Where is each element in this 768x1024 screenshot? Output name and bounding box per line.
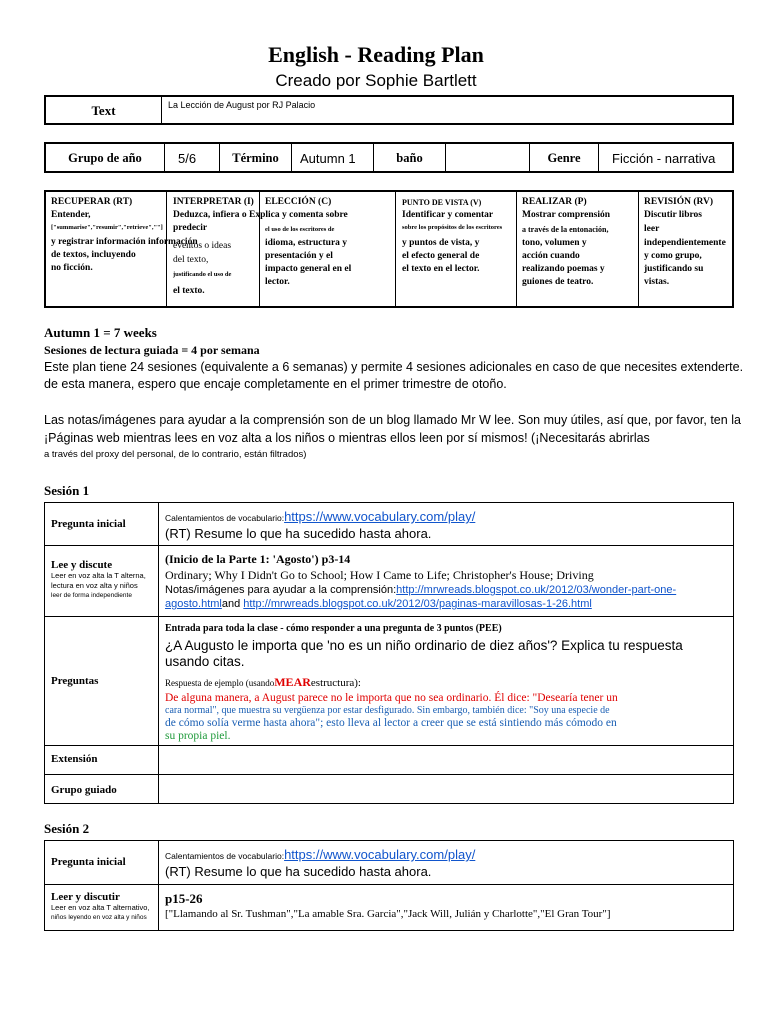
session1-recap: (RT) Resume lo que ha sucedido hasta ahora. [165,526,432,541]
session2-read-row [45,885,734,931]
skill-line: Discutir libros [644,210,702,220]
skill-line: realizando poemas y [522,264,605,274]
session1-read-sub2: lectura en voz alta y niños [51,581,138,590]
session1-q-intro: Entrada para toda la clase - cómo responder a una pregunta de 3 puntos (PEE) [165,623,502,634]
intro-paragraph-1b: de esta manera, espero que encaje completamente en el primer trimestre de otoño. [44,377,507,391]
page-subtitle: Creado por Sophie Bartlett [275,71,477,90]
intro-paragraph-2b: ¡Páginas web mientras lees en voz alta a los niños o mientras ellos leen por sí mismos! (¡Necesitarás abrirlas [44,431,650,445]
session1-read-sub1: Leer en voz alta la T alterna, [51,571,146,580]
session1-example-pre: Respuesta de ejemplo (usando [165,678,275,688]
skill-line: leer [644,224,660,234]
skill-line: Deduzca, infiera o Explica y comenta sobre [173,210,348,220]
skill-line: Mostrar comprensión [522,210,611,220]
text-label: Text [91,103,116,118]
session1-notes-and: and [221,598,241,610]
skill-line: impacto general en el [265,264,352,274]
session1-warmup [165,508,733,526]
session1-starter-row [45,503,734,546]
skill-viewpoint [395,192,516,306]
skill-choice-heading: ELECCIÓN (C) [265,197,332,207]
session1-read-row [45,546,734,617]
session1-guided-label: Grupo guiado [51,784,117,796]
sessions-heading: Sesiones de lectura guiada = 4 por semana [44,343,260,357]
skill-retrieve-heading: RECUPERAR (RT) [51,197,133,207]
session1-guided-cell[interactable] [159,775,734,804]
session1-read-title: (Inicio de la Parte 1: 'Agosto') p3-14 [165,552,351,566]
skill-line: acción cuando [522,251,580,261]
skill-review-heading: REVISIÓN (RV) [644,197,714,207]
session1-table [44,502,734,804]
skill-line: no ficción. [51,263,93,273]
skill-line: presentación y el [265,251,333,261]
skill-line: vistas. [644,277,670,287]
session1-extension-cell[interactable] [159,746,734,775]
session1-example-mear: MEAR [274,675,311,689]
session1-read-chapters: Ordinary; Why I Didn't Go to School; How I Came to Life; Christopher's House; Driving [165,568,594,582]
intro-paragraph-2c: a través del proxy del personal, de lo contrario, están filtrados) [44,449,307,460]
session1-answer-blue2: de cómo solía verme hasta ahora"; esto lleva al lector a creer que se está sintiendo más cómodo en [165,717,617,729]
skill-line: el uso de los escritores de [265,226,335,233]
session1-read-sub3: leer de forma independiente [51,592,132,599]
skill-line: del texto, [173,255,209,265]
info-row [44,142,734,173]
session1-notes-link2[interactable]: http://mrwreads.blogspot.co.uk/2012/03/paginas-maravillosas-1-26.html [243,598,592,610]
session1-warmup-label: Calentamientos de vocabulario: [165,513,285,523]
weeks-heading: Autumn 1 = 7 weeks [44,325,157,340]
term-value: Autumn 1 [300,151,356,166]
session1-heading: Sesión 1 [44,483,90,498]
skill-line: sobre los propósitos de los escritores [402,224,503,231]
session2-table [44,840,734,931]
session1-notes-link1[interactable]: http://mrwreads.blogspot.co.uk/2012/03/wonder-part-one-agosto.html [165,584,677,610]
session1-starter-label: Pregunta inicial [51,518,126,530]
skill-line: justificando su [644,264,704,274]
session1-answer-blue1: cara normal", que muestra su vergüenza por estar desfigurado. Sin embargo, también dice: "Soy una especie de [165,705,610,716]
skill-choice [259,192,395,306]
skill-line: Identificar y comentar [402,210,494,220]
skill-line: el texto en el lector. [402,264,480,274]
skill-viewpoint-heading: PUNTO DE VISTA (V) [402,198,482,207]
bano-label: baño [396,151,423,165]
skill-line: de textos, incluyendo [51,250,136,260]
page-title: English - Reading Plan [268,42,484,67]
session2-warmup-label: Calentamientos de vocabulario: [165,851,285,861]
term-label: Término [232,151,279,165]
skill-line: el texto. [173,286,205,296]
skill-perform-heading: REALIZAR (P) [522,197,587,207]
skill-line: y como grupo, [644,251,702,261]
skill-line: y puntos de vista, y [402,238,480,248]
session1-notes-label: Notas/imágenes para ayudar a la comprensión: [165,584,397,596]
session2-heading: Sesión 2 [44,821,90,836]
session2-warmup [165,846,733,864]
skill-line: independientemente [644,238,726,248]
skill-line: a través de la entonación, [522,225,609,234]
session1-notes [165,583,733,611]
skill-line: predecir [173,223,208,233]
session2-read-sub2: niños leyendo en voz alta y niños [51,914,147,921]
session1-extension-row [45,746,734,775]
session1-questions-label: Preguntas [51,675,99,687]
text-row [44,95,734,125]
session1-warmup-link[interactable]: https://www.vocabulary.com/play/ [284,509,476,524]
session1-example [165,675,733,690]
genre-label: Genre [547,151,581,165]
session2-starter-label: Pregunta inicial [51,856,126,868]
skill-perform [516,192,638,306]
year-value: 5/6 [178,151,197,166]
session2-starter-row [45,841,734,885]
skill-line: idioma, estructura y [265,238,348,248]
skill-line: tono, volumen y [522,238,587,248]
intro-paragraph-2a: Las notas/imágenes para ayudar a la comprensión son de un blog llamado Mr W lee. Son muy útiles, así que, por favor, ten la [44,413,741,427]
session1-answer-red: De alguna manera, a August parece no le importa que no sea ordinario. Él dice: "Desearía tener un [165,692,618,704]
session1-questions-row [45,617,734,746]
skill-review [638,192,732,306]
skill-line: ["summarise","resumir","retrieve",""] [51,224,163,231]
text-value: La Lección de August por RJ Palacio [168,100,316,110]
session2-read-label: Leer y discutir [51,891,120,903]
skill-interpret-heading: INTERPRETAR (I) [173,197,254,207]
skill-line: lector. [265,277,290,287]
session1-example-post: estructura): [310,677,361,689]
session1-guided-row [45,775,734,804]
session2-warmup-link[interactable]: https://www.vocabulary.com/play/ [284,847,476,862]
session1-answer-green: su propia piel. [165,730,231,742]
session2-read-sub1: Leer en voz alta T alternativo, [51,903,150,912]
session1-q-text: ¿A Augusto le importa que 'no es un niño ordinario de diez años'? Explica tu respuesta usando citas. [165,638,683,669]
session2-pages: p15-26 [165,891,203,906]
year-label: Grupo de año [68,151,142,165]
skill-line: Entender, [51,210,91,220]
skill-line: el efecto general de [402,251,480,261]
skills-table [44,190,734,308]
session2-chapters: ["Llamando al Sr. Tushman","La amable Sra. Garcia","Jack Will, Julián y Charlotte","El Gran Tour"] [165,908,611,920]
session1-read-label: Lee y discute [51,559,113,571]
session1-extension-label: Extensión [51,753,98,765]
skill-line: y registrar información información [51,237,198,247]
session2-recap: (RT) Resume lo que ha sucedido hasta ahora. [165,864,432,879]
intro-paragraph-1a: Este plan tiene 24 sesiones (equivalente a 6 semanas) y permite 4 sesiones adicionales en caso de que necesites extenderte. [44,360,744,374]
skill-line: justificando el uso de [173,271,232,278]
skill-line: eventos o ideas [173,241,232,251]
skill-line: guiones de teatro. [522,277,594,287]
genre-value: Ficción - narrativa [612,151,716,166]
